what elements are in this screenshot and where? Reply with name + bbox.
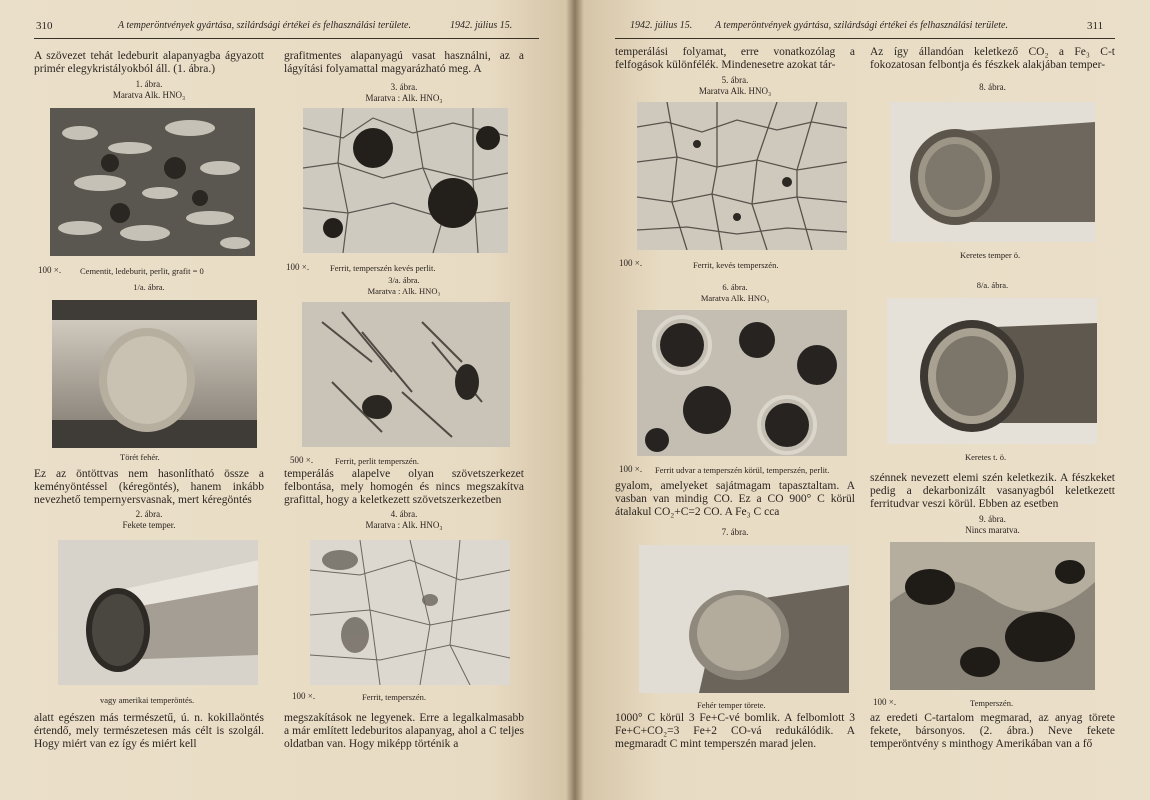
figure-caption: Fehér temper törete. [697,700,766,710]
figure-subtitle: Maratva Alk. HNO₃ [112,90,186,100]
figure-subtitle: Maratva : Alk. HNO₃ [365,520,443,530]
figure-title: 9. ábra. [979,514,1006,524]
micrograph-fig9 [890,542,1095,690]
fracture-photo-fig8 [890,102,1095,242]
figure-title: 3/a. ábra. [388,275,420,285]
header-rule [34,38,539,39]
magnification-label: 100 ×. [619,464,643,474]
column-1 [34,50,264,101]
magnification-label: 100 ×. [286,262,310,272]
fracture-photo-fig8a [887,298,1097,444]
right-page [575,0,1150,800]
book-gutter [566,0,584,800]
paragraph: temperálási folyamat, erre vonatkozólag a felfogások különfélék. Mindenesetre azokat tár- [615,46,855,71]
page-number: 311 [1087,20,1104,32]
magnification-label: 100 ×. [619,258,643,268]
column-1 [615,46,855,97]
paragraph: megszakítások ne legyenek. Erre a legalkalmasabb a már említett ledeburitos alapanyag, ahol a C teljes oldatban van. Hogy miképp történik a [284,712,524,750]
figure-subtitle: Maratva Alk. HNO₃ [700,293,770,303]
figure-caption: vagy amerikai temperöntés. [100,695,195,705]
figure-title: 1. ábra. [135,79,163,89]
column-2 [284,50,524,104]
column-2-lower [870,472,1115,536]
figure-title: 8/a. ábra. [976,280,1009,290]
figure-subtitle: Fekete temper. [122,520,176,530]
column-2-bottom [284,712,524,751]
figure-title: 2. ábra. [135,509,163,519]
figure-title: 1/a. ábra. [133,282,165,292]
paragraph: szénnek nevezett elemi szén keletkezik. A fészkeket pedig a dekarbonizált vasanyagból keletkezett ferritudvar veszi körül. Ebben az esetben [870,472,1115,510]
column-2-bottom [870,712,1115,751]
figure-title: 8. ábra. [979,82,1006,92]
column-2 [870,46,1115,93]
figure-subtitle: Maratva : Alk. HNO₃ [365,93,443,103]
header-date: 1942. július 15. [450,20,513,31]
paragraph: 1000° C körül 3 Fe+C-vé bomlik. A felbomlott 3 Fe+C+CO₂=3 Fe+2 CO-vá redukálódik. A megmaradt C mint temperszén marad jelen. [615,712,855,750]
figure-title: 4. ábra. [390,509,418,519]
figure-subtitle: Nincs maratva. [965,525,1020,535]
figure-title: 3. ábra. [390,82,418,92]
micrograph-fig4 [310,540,510,685]
column-1-lower [34,468,264,531]
micrograph-fig3 [303,108,508,253]
paragraph: temperálás alapelve olyan szövetszerkezet felbontása, mely homogén és nincs megszakítva grafittal, hogy a keletkezett szövetszerkezetben [284,468,524,506]
figure-title: 7. ábra. [721,527,749,537]
running-header: A temperöntvények gyártása, szilárdsági értékei és felhasználási területe. [118,20,411,31]
paragraph: alatt egészen más természetű, ú. n. kokillaöntés értendő, mely természetesen más célt is szolgál. Hogy miért van ez így és miért kell [34,712,264,750]
micrograph-fig3a [302,302,510,447]
paragraph: az eredeti C-tartalom megmarad, az anyag törete fekete, bársonyos. (2. ábra.) Neve fekete temperöntvény s minthogy Amerikában van a fő [870,712,1115,750]
column-2-lower [284,468,524,531]
figure-caption: Keretes t. ö. [965,452,1007,462]
figure-caption: Ferrit udvar a temperszén körül, temperszén, perlit. [655,465,830,475]
fracture-photo-fig1a [52,300,257,448]
magnification-label: 100 ×. [873,697,897,707]
figure-caption: Temperszén. [970,698,1014,708]
figure-subtitle: Maratva : Alk. HNO₃ [367,286,441,296]
micrograph-fig6 [637,310,847,456]
column-1-bottom [615,712,855,751]
figure-title: 5. ábra. [721,75,749,85]
fracture-photo-fig2 [58,540,258,685]
figure-caption: Ferrit, temperszén kevés perlit. [330,263,436,273]
figure-caption: Ferrit, temperszén. [362,692,426,702]
column-1-bottom [34,712,264,751]
fracture-photo-fig7 [639,545,849,693]
header-rule [615,38,1115,39]
paragraph: A szövezet tehát ledeburit alapanyagba ágyazott primér elegykristályokból áll. (1. ábra.) [34,50,264,75]
column-1-lower [615,480,855,538]
figure-caption: Cementit, ledeburit, perlit, grafit = 0 [80,266,204,276]
figure-title: 6. ábra. [722,282,748,292]
micrograph-fig5 [637,102,847,250]
figure-caption: Ferrit, kevés temperszén. [693,260,779,270]
magnification-label: 500 ×. [290,455,314,465]
magnification-label: 100 ×. [292,691,316,701]
paragraph: Az így állandóan keletkező CO₂ a Fe₃ C-t fokozatosan felbontja és fészkek alakjában temper- [870,46,1115,71]
paragraph: gyalom, amelyeket sajátmagam tapasztaltam. A vasban van mindig CO. Ez a CO 900° C körül átalakul CO₂+C=2 CO. A Fe₃ C cca [615,480,855,518]
running-header: A temperöntvények gyártása, szilárdsági értékei és felhasználási területe. [715,20,1008,31]
paragraph: Ez az öntöttvas nem hasonlítható össze a keményöntéssel (kéregöntés), hanem inkább nevezhető tempernyersvasnak, mert kéregöntés [34,468,264,506]
figure-caption: Törét fehér. [120,452,160,462]
figure-caption: Keretes temper ö. [960,250,1021,260]
figure-caption: Ferrit, perlit temperszén. [335,456,420,466]
paragraph: grafitmentes alapanyagú vasat használni, az a lágyítási folyamattal magyarázható meg. A [284,50,524,75]
header-date: 1942. július 15. [630,20,693,31]
page-number: 310 [36,20,53,32]
magnification-label: 100 ×. [38,265,62,275]
micrograph-fig1 [50,108,255,256]
figure-subtitle: Maratva Alk. HNO₃ [698,86,772,96]
